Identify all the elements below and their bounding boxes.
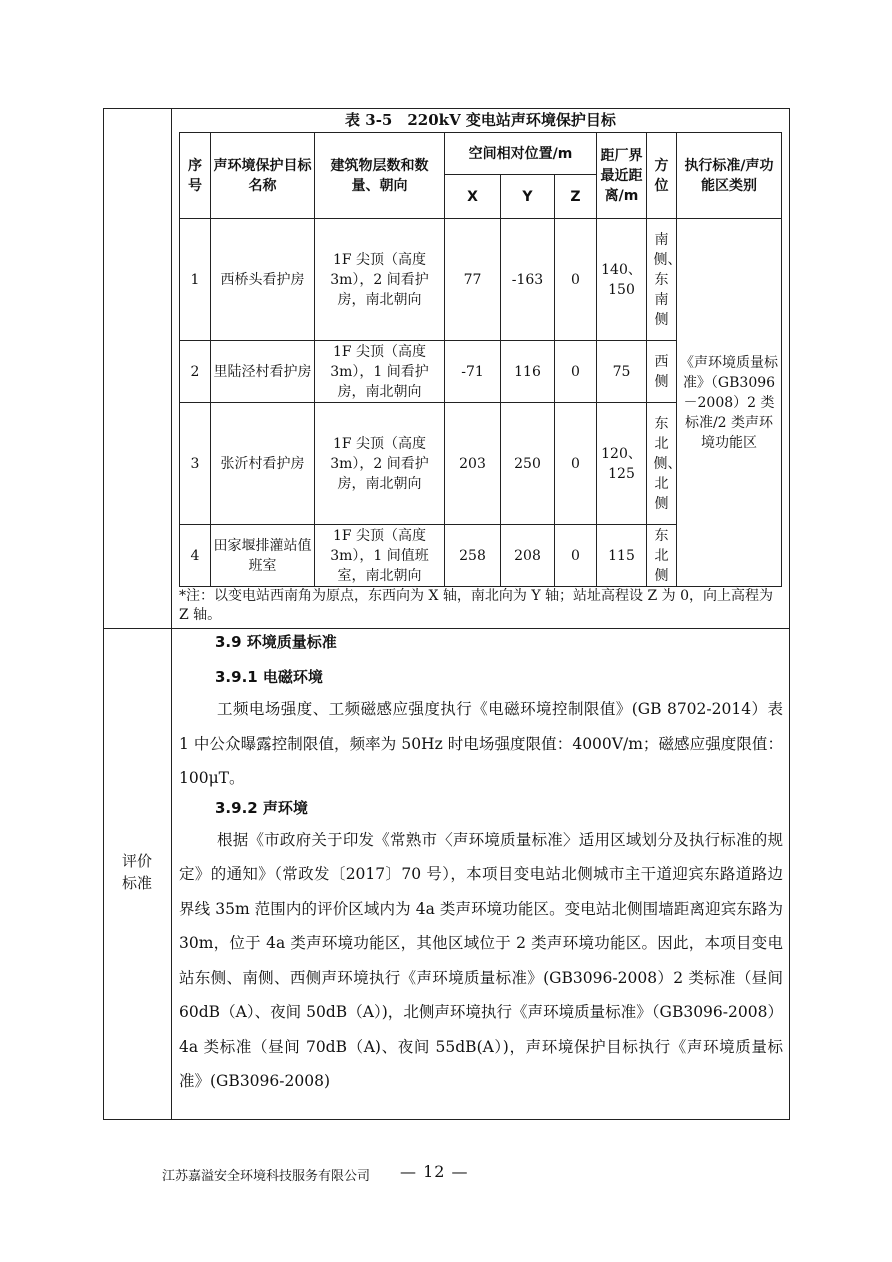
cell-x: 203 (445, 403, 501, 525)
table-row (180, 219, 782, 341)
cell-y: 250 (501, 403, 555, 525)
cell-x: -71 (445, 341, 501, 403)
cell-y: -163 (501, 219, 555, 341)
cell-name: 张沂村看护房 (211, 403, 315, 525)
cell-name: 田家堰排灌站值班室 (211, 525, 315, 587)
header-relative-position: 空间相对位置/m (445, 133, 597, 175)
cell-seq: 1 (180, 219, 211, 341)
row-divider (103, 628, 790, 629)
cell-distance: 140、150 (597, 219, 647, 341)
header-y: Y (501, 175, 555, 219)
cell-distance: 75 (597, 341, 647, 403)
cell-y: 208 (501, 525, 555, 587)
header-direction: 方位 (647, 133, 677, 219)
cell-distance: 115 (597, 525, 647, 587)
cell-name: 西桥头看护房 (211, 219, 315, 341)
cell-y: 116 (501, 341, 555, 403)
column-divider (171, 108, 172, 1120)
header-building: 建筑物层数和数量、朝向 (315, 133, 445, 219)
table-note: *注：以变电站西南角为原点，东西向为 X 轴，南北向为 Y 轴；站址高程设 Z 为 0，向上高程为 Z 轴。 (179, 588, 773, 623)
cell-direction: 东北侧 (647, 525, 677, 587)
section-heading: 3.9 环境质量标准 (215, 633, 337, 651)
cell-z: 0 (555, 403, 597, 525)
cell-building: 1F 尖顶（高度3m），2 间看护房，南北朝向 (315, 403, 445, 525)
header-seq: 序号 (180, 133, 211, 219)
cell-z: 0 (555, 525, 597, 587)
section-body (179, 631, 783, 1099)
cell-name: 里陆泾村看护房 (211, 341, 315, 403)
left-label-evaluation-standard: 评价 标准 (121, 852, 152, 892)
cell-building: 1F 尖顶（高度3m），2 间看护房，南北朝向 (315, 219, 445, 341)
footer-company: 江苏嘉溢安全环境科技服务有限公司 (162, 1169, 371, 1184)
paragraph-em: 工频电场强度、工频磁感应强度执行《电磁环境控制限值》(GB 8702-2014）表 1 中公众曝露控制限值，频率为 50Hz 时电场强度限值：4000V/m；磁感应强度限值：100μT。 (179, 700, 783, 787)
header-target-name: 声环境保护目标名称 (211, 133, 315, 219)
table-title: 表 3-5 220kV 变电站声环境保护目标 (345, 111, 616, 129)
cell-x: 258 (445, 525, 501, 587)
subsection-heading-noise: 3.9.2 声环境 (215, 798, 308, 817)
cell-z: 0 (555, 219, 597, 341)
cell-seq: 4 (180, 525, 211, 587)
cell-standard: 《声环境质量标准》（GB3096－2008）2 类标准/2 类声环境功能区 (677, 219, 782, 587)
cell-z: 0 (555, 341, 597, 403)
subsection-heading-em: 3.9.1 电磁环境 (215, 668, 323, 686)
cell-direction: 南侧、东南侧 (647, 219, 677, 341)
cell-distance: 120、125 (597, 403, 647, 525)
header-standard: 执行标准/声功能区类别 (677, 133, 782, 219)
cell-direction: 东北侧、北侧 (647, 403, 677, 525)
page-number: — 12 — (400, 1162, 469, 1181)
cell-seq: 3 (180, 403, 211, 525)
header-x: X (445, 175, 501, 219)
cell-seq: 2 (180, 341, 211, 403)
cell-building: 1F 尖顶（高度3m），1 间看护房，南北朝向 (315, 341, 445, 403)
header-distance: 距厂界最近距离/m (597, 133, 647, 219)
noise-protection-table (179, 132, 782, 587)
cell-direction: 西侧 (647, 341, 677, 403)
cell-x: 77 (445, 219, 501, 341)
header-z: Z (555, 175, 597, 219)
paragraph-noise: 根据《市政府关于印发《常熟市〈声环境质量标准〉适用区域划分及执行标准的规定》的通知》（常政发〔2017〕70 号），本项目变电站北侧城市主干道迎宾东路道路边界线 35m 范围内的评价区域内为 4a 类声环境功能区。变电站北侧围墙距离迎宾东路为 30m，位于 4a 类声环境功能区，其他区域位于 2 类声环境功能区。因此，本项目变电站东侧、南侧、西侧声环境执行《声环境质量标准》(GB3096-2008）2 类标准（昼间 60dB（A）、夜间 50dB（A）)，北侧声环境执行《声环境质量标准》（GB3096-2008）4a 类标准（昼间 70dB（A)、夜间 55dB(A）)，声环境保护目标执行《声环境质量标准》(GB3096-2008) (179, 830, 783, 1090)
cell-building: 1F 尖顶（高度3m），1 间值班室，南北朝向 (315, 525, 445, 587)
